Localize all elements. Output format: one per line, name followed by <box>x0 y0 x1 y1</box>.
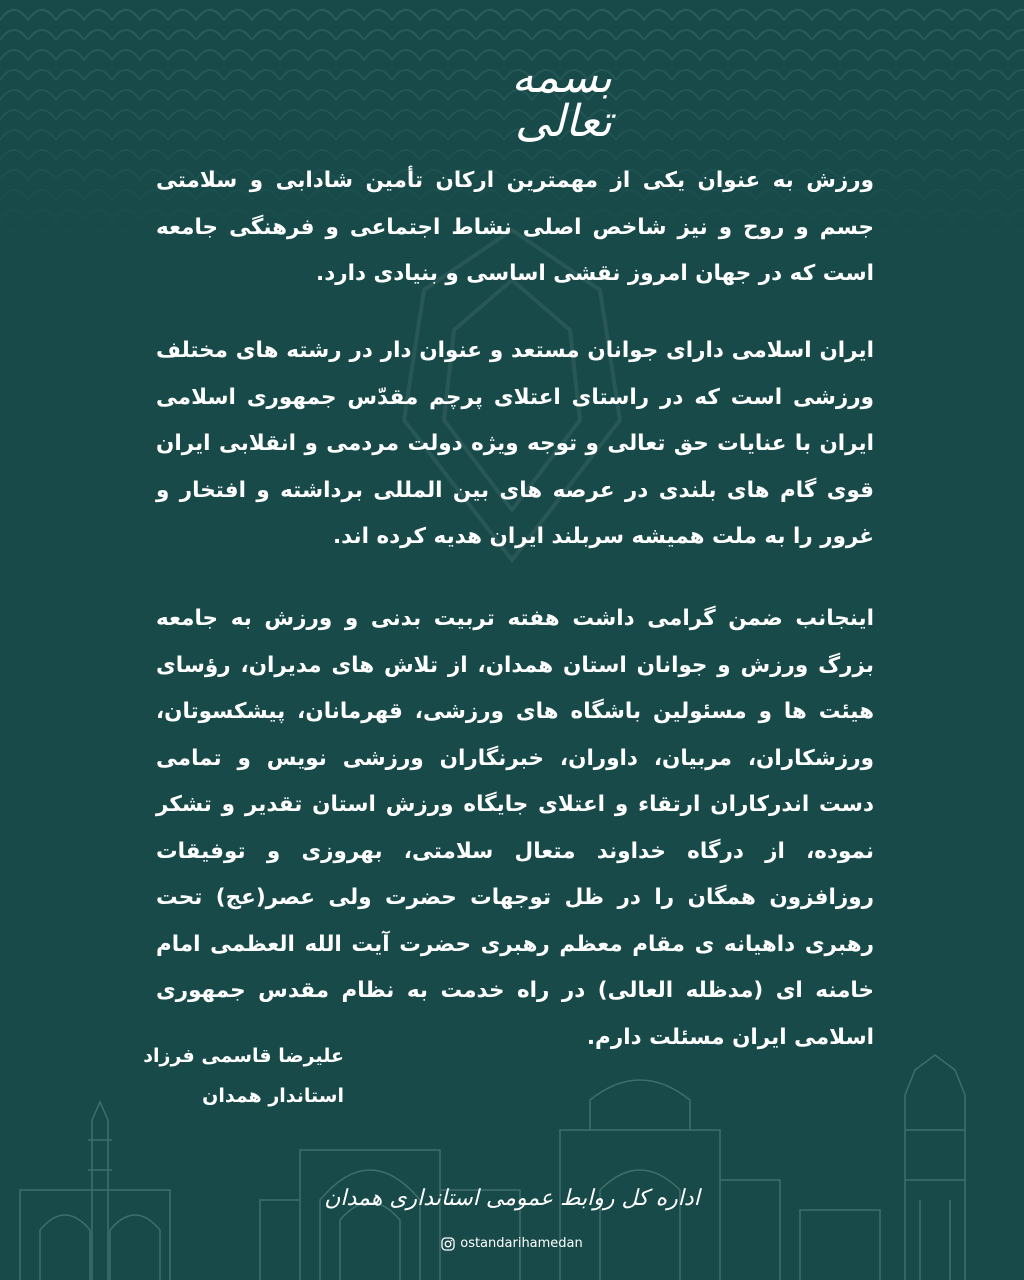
signatory-name: علیرضا قاسمی فرزاد <box>143 1045 344 1067</box>
instagram-icon <box>441 1237 455 1251</box>
basmala-calligraphy <box>412 52 612 147</box>
message-paragraph-1: ورزش به عنوان یکی از مهمترین ارکان تأمین شادابی و سلامتی جسم و روح و نیز شاخص اصلی نشاط اجتماعی و فرهنگی جامعه است که در جهان امروز نقشی اساسی و بنیادی دارد. <box>156 168 874 286</box>
social-handle-text: ostandarihamedan <box>460 1236 583 1251</box>
footer-organization: اداره کل روابط عمومی استانداری همدان <box>324 1186 700 1211</box>
signatory-title: استاندار همدان <box>202 1085 344 1107</box>
message-paragraph-3: اینجانب ضمن گرامی داشت هفته تربیت بدنی و ورزش به جامعه بزرگ ورزش و جوانان استان همدان، از تلاش های مدیران، رؤسای هیئت ها و مسئولین باشگاه های ورزشی، قهرمانان، پیشکسوتان، ورزشکاران، مربیان، داوران، خبرنگاران ورزشی نویس و تمامی دست اندرکاران ارتقاء و اعتلای جایگاه ورزش استان تقدیر و تشکر نموده، از درگاه خداوند متعال سلامتی، بهروزی و توفیقات روزافزون همگان را در ظل توجهات حضرت ولی عصر(عج) تحت رهبری داهیانه ی مقام معظم رهبری حضرت آیت الله العظمی امام خامنه ای (مدظله العالی) در راه خدمت به نظام مقدس جمهوری اسلامی ایران مسئلت دارم. <box>156 606 874 1050</box>
message-paragraph-2: ایران اسلامی دارای جوانان مستعد و عنوان دار در رشته های مختلف ورزشی است که در راستای اعتلای پرچم مقدّس جمهوری اسلامی ایران با عنایات حق تعالی و توجه ویژه دولت مردمی و انقلابی ایران قوی گام های بلندی در عرصه های بین المللی برداشته و افتخار و غرور را به ملت همیشه سربلند ایران هدیه کرده اند. <box>156 338 874 549</box>
social-handle[interactable] <box>412 1236 612 1251</box>
basmala-text: بسمه تعالی <box>511 52 612 147</box>
